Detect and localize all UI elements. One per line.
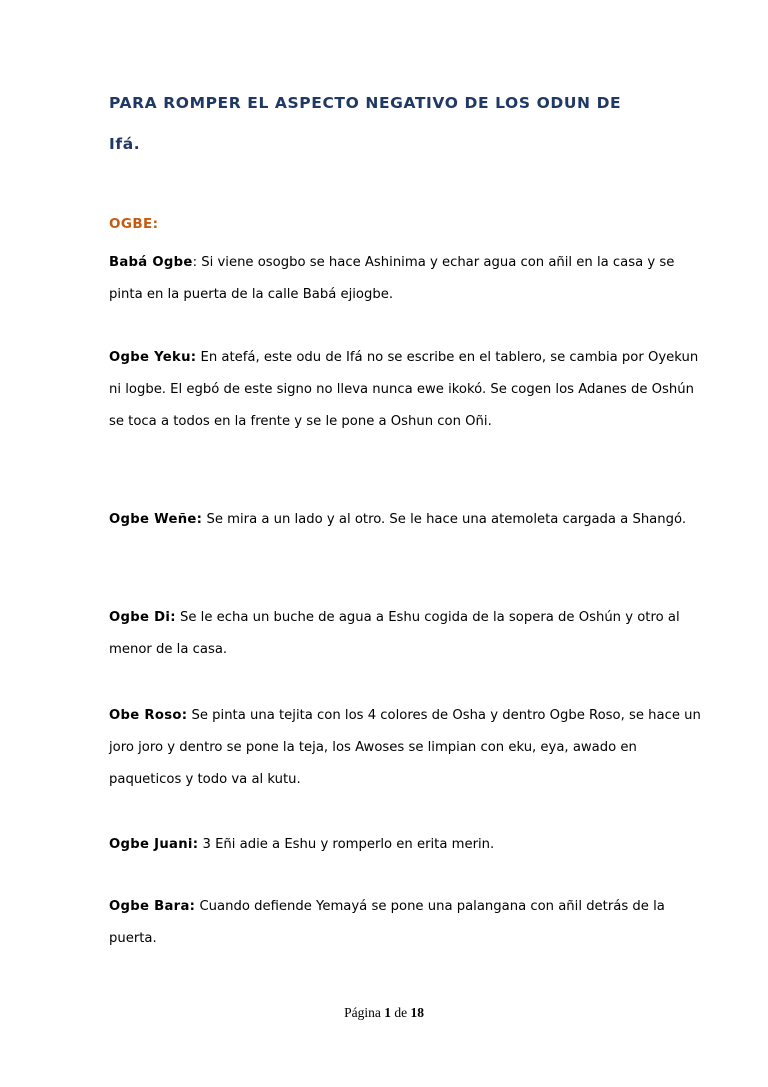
entry-term: Babá Ogbe xyxy=(109,255,193,270)
entry-text: Se mira a un lado y al otro. Se le hace una atemoleta cargada a Shangó. xyxy=(202,512,687,527)
document-title-line-2: Ifá. xyxy=(109,135,141,153)
current-page-number: 1 xyxy=(384,1005,391,1020)
footer-prefix: Página xyxy=(344,1005,385,1020)
entry-term: Ogbe Weñe: xyxy=(109,512,203,527)
page-footer xyxy=(0,1006,768,1020)
entry-text: En atefá, este odu de Ifá no se escribe en el tablero, se cambia por Oyekun ni logbe. El egbó de este signo no lleva nunca ewe ikokó. Se cogen los Adanes de Oshún se toca a todos en la frente y se le pone a Oshun con Oñi. xyxy=(109,350,699,429)
entry-text: Se pinta una tejita con los 4 colores de Osha y dentro Ogbe Roso, se hace un joro joro y dentro se pone la teja, los Awoses se limpian con eku, eya, awado en paqueticos y todo va al kutu. xyxy=(109,708,701,787)
entry-ogbe-yeku xyxy=(109,342,709,438)
entry-term: Ogbe Yeku: xyxy=(109,350,197,365)
entry-text: : Si viene osogbo se hace Ashinima y echar agua con añil en la casa y se pinta en la puerta de la calle Babá ejiogbe. xyxy=(109,255,675,302)
entry-ogbe-bara xyxy=(109,891,709,955)
entry-term: Ogbe Di: xyxy=(109,610,176,625)
entry-ogbe-di xyxy=(109,602,709,666)
footer-middle: de xyxy=(390,1005,411,1020)
total-pages-number: 18 xyxy=(410,1005,424,1020)
entry-text: Se le echa un buche de agua a Eshu cogida de la sopera de Oshún y otro al menor de la casa. xyxy=(109,610,680,657)
entry-obe-roso xyxy=(109,700,709,796)
entry-baba-ogbe xyxy=(109,247,709,311)
entry-ogbe-wene xyxy=(109,504,709,536)
entry-ogbe-juani xyxy=(109,829,709,861)
entry-term: Obe Roso: xyxy=(109,708,188,723)
entry-term: Ogbe Juani: xyxy=(109,837,199,852)
entry-term: Ogbe Bara: xyxy=(109,899,196,914)
document-title-line-1: PARA ROMPER EL ASPECTO NEGATIVO DE LOS ODUN DE xyxy=(109,94,622,112)
entry-text: Cuando defiende Yemayá se pone una palangana con añil detrás de la puerta. xyxy=(109,899,665,946)
entry-text: 3 Eñi adie a Eshu y romperlo en erita merin. xyxy=(198,837,495,852)
section-heading-ogbe: OGBE: xyxy=(109,216,159,232)
